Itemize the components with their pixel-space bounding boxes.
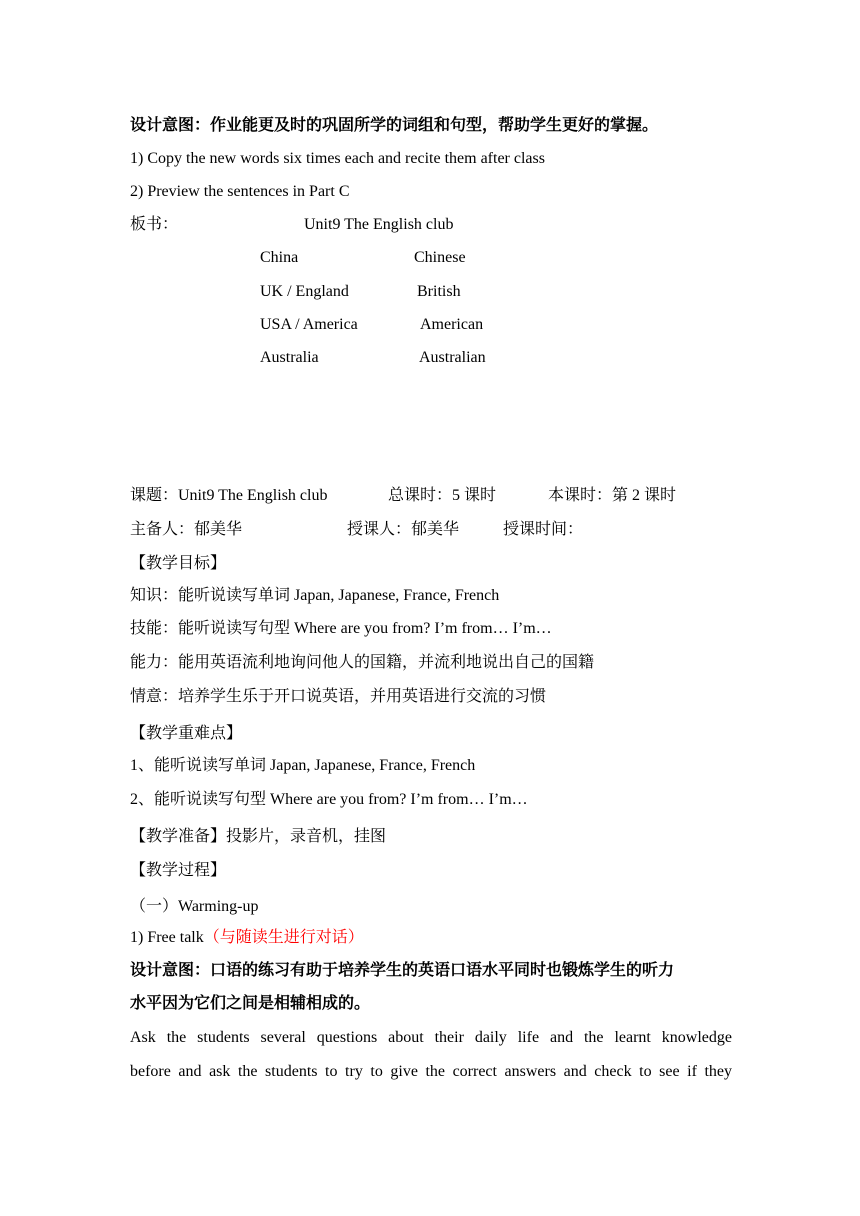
board-nationality: Chinese [414, 249, 466, 266]
design-intent-homework: 设计意图：作业能更及时的巩固所学的词组和句型，帮助学生更好的掌握。 [130, 117, 659, 134]
this-period: 本课时：第 2 课时 [548, 487, 677, 504]
objective-attitude: 情意：培养学生乐于开口说英语，并用英语进行交流的习惯 [130, 688, 547, 705]
board-country: UK / England [260, 283, 349, 300]
board-country: USA / America [260, 316, 358, 333]
teach-time: 授课时间： [503, 521, 584, 538]
free-talk-line [130, 928, 364, 948]
homework-item-2: 2) Preview the sentences in Part C [130, 183, 350, 200]
board-label: 板书： [130, 216, 179, 233]
objective-skill: 技能：能听说读写句型 Where are you from? I’m from… I’m… [130, 620, 552, 637]
board-country: China [260, 249, 299, 266]
teaching-preparation: 【教学准备】投影片，录音机，挂图 [130, 828, 387, 845]
homework-item-1: 1) Copy the new words six times each and recite them after class [130, 150, 545, 167]
design-intent-speaking-2: 水平因为它们之间是相辅相成的。 [130, 995, 371, 1012]
preparer: 主备人：郁美华 [130, 521, 243, 538]
objectives-heading: 【教学目标】 [130, 555, 227, 572]
step-warming-up: （一）Warming-up [130, 898, 259, 915]
board-nationality: Australian [419, 349, 486, 366]
key-point-1: 1、能听说读写单词 Japan, Japanese, France, French [130, 757, 476, 774]
process-heading: 【教学过程】 [130, 862, 227, 879]
objective-ability: 能力：能用英语流利地询问他人的国籍，并流利地说出自己的国籍 [130, 654, 595, 671]
key-points-heading: 【教学重难点】 [130, 725, 243, 742]
paragraph-line-2: before and ask the students to try to give the correct answers and check to see if they [130, 1063, 732, 1080]
board-nationality: American [420, 316, 484, 333]
paragraph-line-1: Ask the students several questions about their daily life and the learnt knowledge [130, 1029, 732, 1046]
key-point-2: 2、能听说读写句型 Where are you from? I’m from… I’m… [130, 791, 528, 808]
total-periods: 总课时：5 课时 [388, 487, 497, 504]
design-intent-speaking-1: 设计意图：口语的练习有助于培养学生的英语口语水平同时也锻炼学生的听力 [130, 962, 675, 979]
objective-knowledge: 知识：能听说读写单词 Japan, Japanese, France, French [130, 587, 500, 604]
board-title: Unit9 The English club [304, 216, 454, 233]
free-talk-label: 1) Free talk [130, 929, 204, 946]
board-nationality: British [417, 283, 461, 300]
lesson-topic: 课题：Unit9 The English club [130, 487, 328, 504]
free-talk-note: （与随读生进行对话） [203, 929, 364, 946]
board-country: Australia [260, 349, 319, 366]
teacher: 授课人：郁美华 [347, 521, 460, 538]
